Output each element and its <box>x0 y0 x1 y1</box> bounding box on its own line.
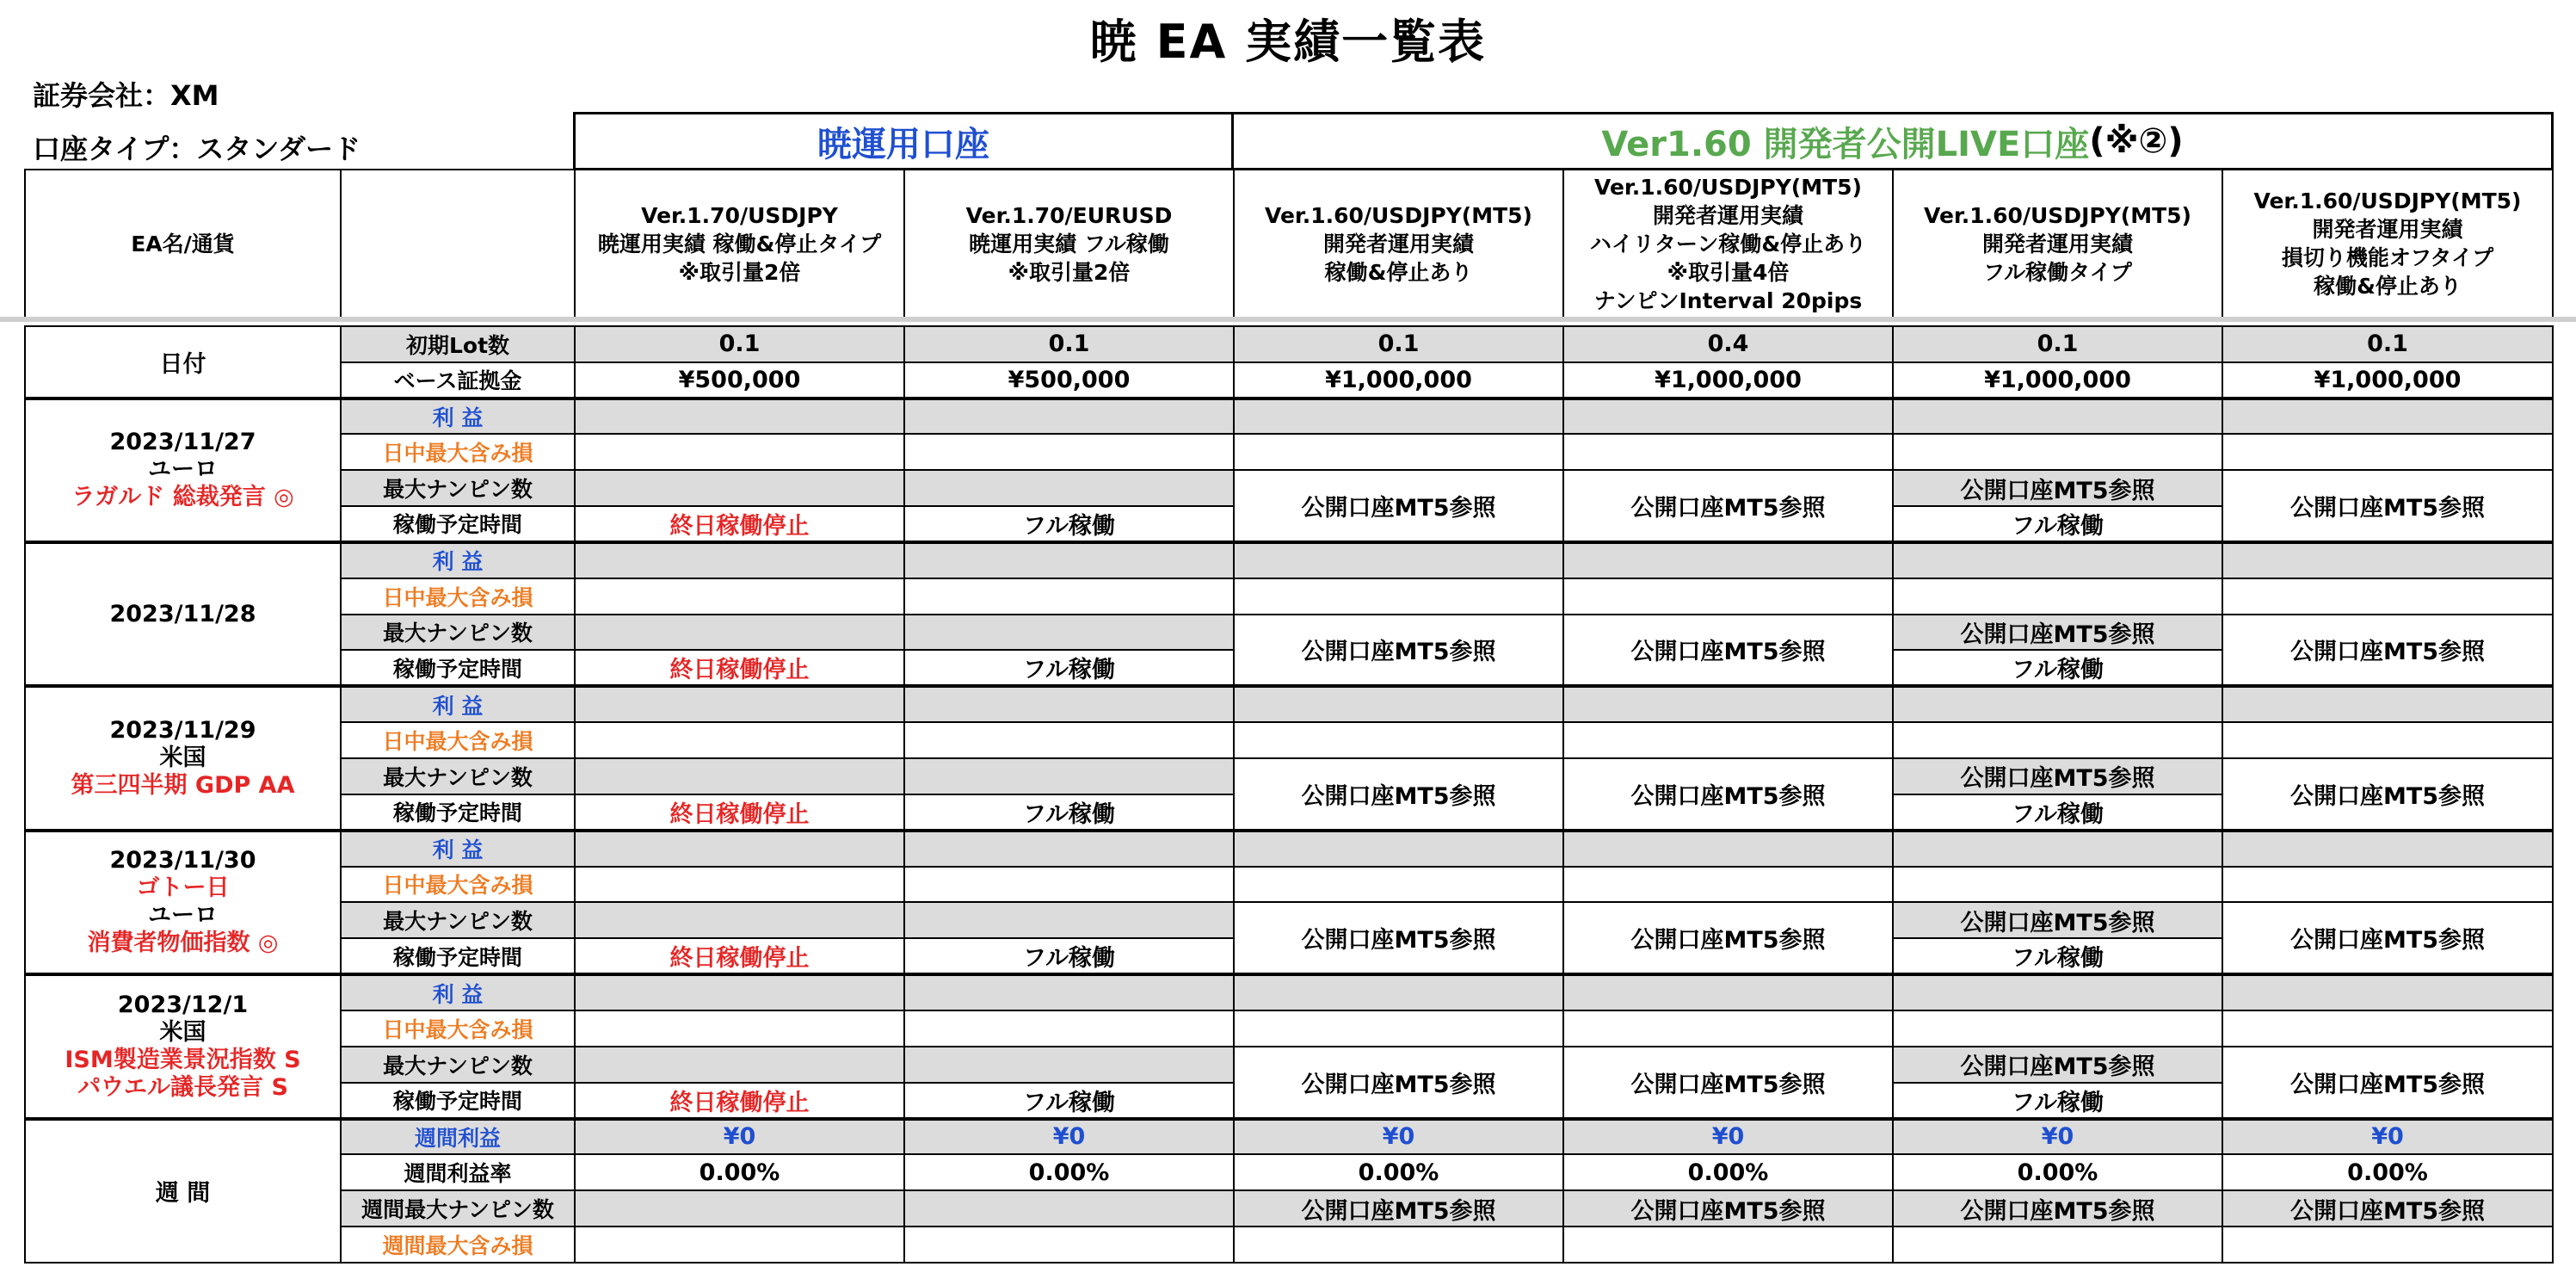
schedule-value: フル稼働 <box>904 938 1234 974</box>
profit-value <box>1893 974 2222 1010</box>
nanpin-value <box>904 1047 1234 1083</box>
row-label: 最大ナンピン数 <box>341 1047 575 1083</box>
nanpin-value <box>904 470 1234 506</box>
max-dd-value <box>575 867 904 903</box>
table-row <box>25 722 2553 758</box>
separator-bar <box>0 317 2576 322</box>
schedule-value: 終日稼働停止 <box>575 1083 904 1119</box>
lot-value: 0.1 <box>904 326 1234 362</box>
date-text: 2023/11/30 <box>109 847 256 874</box>
week-rate-value: 0.00% <box>1893 1154 2222 1190</box>
profit-value <box>575 399 904 435</box>
profit-value <box>904 542 1234 578</box>
profit-value <box>904 831 1234 867</box>
table-row <box>25 399 2553 435</box>
profit-value <box>2222 686 2553 722</box>
week-nanpin-value <box>575 1190 904 1226</box>
event-note: ゴトー日 <box>136 874 230 902</box>
table-row <box>25 1119 2553 1155</box>
table-row <box>25 470 2553 506</box>
row-label: 最大ナンピン数 <box>341 470 575 506</box>
margin-value: ¥1,000,000 <box>1563 362 1893 399</box>
nanpin-value <box>575 615 904 651</box>
schedule-value: フル稼働 <box>1893 650 2222 686</box>
week-dd-value <box>1563 1226 1893 1263</box>
profit-value <box>1563 831 1893 867</box>
max-dd-value <box>904 1010 1234 1047</box>
profit-value <box>2222 831 2553 867</box>
profit-value <box>904 974 1234 1010</box>
mt5-reference: 公開口座MT5参照 <box>1893 758 2222 794</box>
table-row <box>25 1190 2553 1226</box>
mt5-reference: 公開口座MT5参照 <box>1893 902 2222 938</box>
profit-value <box>1234 831 1563 867</box>
max-dd-value <box>1893 722 2222 758</box>
max-dd-value <box>1563 867 1893 903</box>
date-text: 2023/11/27 <box>109 429 256 456</box>
week-profit-value: ¥0 <box>1563 1119 1893 1155</box>
lot-value: 0.1 <box>575 326 904 362</box>
column-header-line: Ver.1.60/USDJPY(MT5) <box>1594 174 1862 200</box>
column-header-line: ナンピンInterval 20pips <box>1593 287 1863 313</box>
column-header-line: 稼働&停止あり <box>1324 259 1473 285</box>
event-note: 第三四半期 GDP AA <box>71 772 295 800</box>
group-header-akatsuki <box>573 112 1234 170</box>
mt5-reference: 公開口座MT5参照 <box>1563 902 1893 974</box>
margin-value: ¥1,000,000 <box>1234 362 1563 399</box>
schedule-value: 終日稼働停止 <box>575 650 904 686</box>
week-rate-value: 0.00% <box>1563 1154 1893 1190</box>
max-dd-value <box>575 434 904 470</box>
column-header-line: 開発者運用実績 <box>2312 217 2463 242</box>
profit-value <box>1234 974 1563 1010</box>
week-label: 週 間 <box>25 1119 341 1263</box>
date-cell <box>25 542 341 686</box>
max-dd-value <box>904 867 1234 903</box>
profit-value <box>1893 831 2222 867</box>
row-label: 最大ナンピン数 <box>341 758 575 794</box>
nanpin-value <box>904 902 1234 938</box>
mt5-reference: 公開口座MT5参照 <box>1893 1190 2222 1226</box>
column-header-line: 開発者運用実績 <box>1981 231 2133 256</box>
column-header-line: Ver.1.60/USDJPY(MT5) <box>1265 202 1532 228</box>
row-label: 稼働予定時間 <box>341 506 575 542</box>
margin-value: ¥1,000,000 <box>1893 362 2222 399</box>
profit-value <box>1563 686 1893 722</box>
nanpin-value <box>904 758 1234 794</box>
event-note: パウエル議長発言 S <box>77 1073 288 1101</box>
column-header-line: 損切り機能オフタイプ <box>2281 245 2494 270</box>
margin-value: ¥500,000 <box>575 362 904 399</box>
row-label: ベース証拠金 <box>341 362 575 399</box>
week-profit-value: ¥0 <box>1234 1119 1563 1155</box>
max-dd-value <box>2222 1010 2553 1047</box>
date-cell <box>25 399 341 542</box>
row-label: 日中最大含み損 <box>341 1010 575 1047</box>
max-dd-value <box>2222 578 2553 615</box>
date-cell <box>25 974 341 1118</box>
page-title: 暁 EA 実績一覧表 <box>1089 15 1487 69</box>
schedule-value: フル稼働 <box>904 506 1234 542</box>
profit-value <box>575 542 904 578</box>
max-dd-value <box>2222 867 2553 903</box>
column-header-line: Ver.1.70/USDJPY <box>641 202 838 228</box>
mt5-reference: 公開口座MT5参照 <box>2222 902 2553 974</box>
mt5-reference: 公開口座MT5参照 <box>1563 758 1893 831</box>
schedule-value: フル稼働 <box>1893 794 2222 831</box>
max-dd-value <box>2222 434 2553 470</box>
schedule-value: フル稼働 <box>904 650 1234 686</box>
schedule-value: 終日稼働停止 <box>575 794 904 831</box>
lot-value: 0.1 <box>2222 326 2553 362</box>
table-row <box>25 1010 2553 1047</box>
column-header-2 <box>904 170 1234 318</box>
max-dd-value <box>1234 1010 1563 1047</box>
row-label: 初期Lot数 <box>341 326 575 362</box>
table-row <box>25 362 2553 399</box>
column-header-line: 暁運用実績 フル稼働 <box>969 231 1169 256</box>
header-table <box>24 169 2554 318</box>
week-nanpin-value <box>904 1190 1234 1226</box>
lot-value: 0.4 <box>1563 326 1893 362</box>
column-header-line: 暁運用実績 稼働&停止タイプ <box>597 231 882 256</box>
mt5-reference: 公開口座MT5参照 <box>2222 758 2553 831</box>
max-dd-value <box>904 434 1234 470</box>
mt5-reference: 公開口座MT5参照 <box>1234 1190 1563 1226</box>
row-label: 日中最大含み損 <box>341 722 575 758</box>
margin-value: ¥500,000 <box>904 362 1234 399</box>
profit-value <box>1234 399 1563 435</box>
table-row <box>25 578 2553 615</box>
row-label: 稼働予定時間 <box>341 938 575 974</box>
column-header-line: Ver.1.60/USDJPY(MT5) <box>1924 202 2191 228</box>
row-label: 稼働予定時間 <box>341 1083 575 1119</box>
column-header-1 <box>575 170 904 318</box>
column-header-4 <box>1563 170 1893 318</box>
profit-value <box>575 686 904 722</box>
profit-value <box>1234 686 1563 722</box>
max-dd-value <box>1563 578 1893 615</box>
margin-value: ¥1,000,000 <box>2222 362 2553 399</box>
profit-value <box>1893 686 2222 722</box>
max-dd-value <box>1234 578 1563 615</box>
date-text: 2023/11/28 <box>109 600 256 627</box>
column-header-line: ハイリターン稼働&停止あり <box>1589 231 1867 256</box>
profit-value <box>1234 542 1563 578</box>
event-note: 消費者物価指数 ◎ <box>87 930 279 957</box>
mt5-reference: 公開口座MT5参照 <box>1563 1047 1893 1119</box>
max-dd-value <box>904 578 1234 615</box>
column-header-line: 稼働&停止あり <box>2314 274 2462 299</box>
column-header-line: ※取引量2倍 <box>1008 259 1131 285</box>
week-profit-value: ¥0 <box>1893 1119 2222 1155</box>
mt5-reference: 公開口座MT5参照 <box>1234 470 1563 542</box>
mt5-reference: 公開口座MT5参照 <box>2222 615 2553 687</box>
mt5-reference: 公開口座MT5参照 <box>1563 470 1893 542</box>
week-dd-value <box>2222 1226 2553 1263</box>
mt5-reference: 公開口座MT5参照 <box>1893 615 2222 651</box>
max-dd-value <box>1234 867 1563 903</box>
column-header-line: ※取引量2倍 <box>678 259 801 285</box>
date-cell <box>25 686 341 830</box>
column-header-line: 開発者運用実績 <box>1652 202 1803 228</box>
nanpin-value <box>575 1047 904 1083</box>
week-profit-value: ¥0 <box>575 1119 904 1155</box>
profit-value <box>575 974 904 1010</box>
profit-value <box>2222 399 2553 435</box>
column-header-line: ※取引量4倍 <box>1667 259 1790 285</box>
group-right-note: (※②) <box>2089 121 2184 161</box>
column-header-3 <box>1234 170 1563 318</box>
max-dd-value <box>2222 722 2553 758</box>
mt5-reference: 公開口座MT5参照 <box>1234 902 1563 974</box>
table-row <box>25 1047 2553 1083</box>
group-right-label: Ver1.60 開発者公開LIVE口座 <box>1601 124 2090 164</box>
row-label: 稼働予定時間 <box>341 794 575 831</box>
schedule-value: フル稼働 <box>1893 506 2222 542</box>
column-header-line: Ver.1.60/USDJPY(MT5) <box>2253 188 2522 213</box>
date-text: 2023/12/1 <box>117 991 249 1018</box>
week-dd-value <box>904 1226 1234 1263</box>
week-profit-value: ¥0 <box>904 1119 1234 1155</box>
mt5-reference: 公開口座MT5参照 <box>1234 758 1563 831</box>
table-row <box>25 434 2553 470</box>
row-label: 日中最大含み損 <box>341 434 575 470</box>
mt5-reference: 公開口座MT5参照 <box>1563 1190 1893 1226</box>
column-header-6 <box>2222 170 2553 318</box>
mt5-reference: 公開口座MT5参照 <box>2222 1190 2553 1226</box>
profit-value <box>1563 542 1893 578</box>
profit-value <box>1893 542 2222 578</box>
schedule-value: フル稼働 <box>904 794 1234 831</box>
mt5-reference: 公開口座MT5参照 <box>2222 1047 2553 1119</box>
row-label: 利 益 <box>341 399 575 435</box>
date-cell <box>25 831 341 974</box>
row-label: 稼働予定時間 <box>341 650 575 686</box>
table-row <box>25 867 2553 903</box>
row-label: 利 益 <box>341 542 575 578</box>
row-label: 最大ナンピン数 <box>341 902 575 938</box>
table-row <box>25 326 2553 362</box>
schedule-value: フル稼働 <box>904 1083 1234 1119</box>
table-row <box>25 974 2553 1010</box>
table-row <box>25 615 2553 651</box>
event-note: ユーロ <box>148 456 218 484</box>
date-text: 2023/11/29 <box>109 717 256 745</box>
table-row <box>25 542 2553 578</box>
max-dd-value <box>904 722 1234 758</box>
results-table <box>24 325 2554 1264</box>
schedule-value: フル稼働 <box>1893 938 2222 974</box>
max-dd-value <box>1893 578 2222 615</box>
max-dd-value <box>1563 722 1893 758</box>
profit-value <box>904 399 1234 435</box>
group-header-developer <box>1231 112 2554 170</box>
max-dd-value <box>1893 434 2222 470</box>
week-profit-value: ¥0 <box>2222 1119 2553 1155</box>
schedule-value: 終日稼働停止 <box>575 506 904 542</box>
profit-value <box>2222 974 2553 1010</box>
max-dd-value <box>1893 867 2222 903</box>
table-row <box>25 902 2553 938</box>
max-dd-value <box>1563 434 1893 470</box>
profit-value <box>1563 399 1893 435</box>
max-dd-value <box>575 1010 904 1047</box>
max-dd-value <box>1234 722 1563 758</box>
date-header: 日付 <box>25 326 341 399</box>
event-note: ISM製造業景況指数 S <box>65 1046 301 1073</box>
empty-header-cell <box>341 170 575 318</box>
event-note: 米国 <box>159 745 206 772</box>
row-label: 利 益 <box>341 831 575 867</box>
mt5-reference: 公開口座MT5参照 <box>1234 1047 1563 1119</box>
mt5-reference: 公開口座MT5参照 <box>1893 470 2222 506</box>
row-label: 週間利益 <box>341 1119 575 1155</box>
profit-value <box>904 686 1234 722</box>
row-label: 利 益 <box>341 974 575 1010</box>
max-dd-value <box>575 578 904 615</box>
lot-value: 0.1 <box>1893 326 2222 362</box>
column-header-5 <box>1893 170 2222 318</box>
header-row <box>25 170 2553 318</box>
ea-name-header: EA名/通貨 <box>25 170 341 318</box>
lot-value: 0.1 <box>1234 326 1563 362</box>
nanpin-value <box>575 758 904 794</box>
max-dd-value <box>1563 1010 1893 1047</box>
mt5-reference: 公開口座MT5参照 <box>1893 1047 2222 1083</box>
profit-value <box>2222 542 2553 578</box>
mt5-reference: 公開口座MT5参照 <box>1234 615 1563 687</box>
event-note: 米国 <box>159 1018 206 1046</box>
week-rate-value: 0.00% <box>575 1154 904 1190</box>
row-label: 最大ナンピン数 <box>341 615 575 651</box>
table-row <box>25 686 2553 722</box>
mt5-reference: 公開口座MT5参照 <box>2222 470 2553 542</box>
week-rate-value: 0.00% <box>2222 1154 2553 1190</box>
group-left-label: 暁運用口座 <box>817 124 989 164</box>
row-label: 週間最大含み損 <box>341 1226 575 1263</box>
row-label: 日中最大含み損 <box>341 578 575 615</box>
week-rate-value: 0.00% <box>1234 1154 1563 1190</box>
week-dd-value <box>1893 1226 2222 1263</box>
column-header-line: Ver.1.70/EURUSD <box>965 202 1173 228</box>
column-header-line: フル稼働タイプ <box>1983 259 2132 285</box>
schedule-value: 終日稼働停止 <box>575 938 904 974</box>
event-note: ラガルド 総裁発言 ◎ <box>71 484 294 511</box>
max-dd-value <box>1234 434 1563 470</box>
row-label: 週間最大ナンピン数 <box>341 1190 575 1226</box>
table-row <box>25 1154 2553 1190</box>
nanpin-value <box>575 470 904 506</box>
mt5-reference: 公開口座MT5参照 <box>1563 615 1893 687</box>
max-dd-value <box>575 722 904 758</box>
row-label: 日中最大含み損 <box>341 867 575 903</box>
column-header-line: 開発者運用実績 <box>1322 231 1474 256</box>
nanpin-value <box>904 615 1234 651</box>
profit-value <box>575 831 904 867</box>
table-row <box>25 831 2553 867</box>
event-note: ユーロ <box>148 902 218 930</box>
account-type-label: 口座タイプ：スタンダード <box>33 133 361 165</box>
week-dd-value <box>1234 1226 1563 1263</box>
table-row <box>25 758 2553 794</box>
table-row <box>25 1226 2553 1263</box>
week-dd-value <box>575 1226 904 1263</box>
row-label: 週間利益率 <box>341 1154 575 1190</box>
profit-value <box>1563 974 1893 1010</box>
broker-label: 証券会社：XM <box>33 79 219 112</box>
row-label: 利 益 <box>341 686 575 722</box>
profit-value <box>1893 399 2222 435</box>
nanpin-value <box>575 902 904 938</box>
schedule-value: フル稼働 <box>1893 1083 2222 1119</box>
week-rate-value: 0.00% <box>904 1154 1234 1190</box>
max-dd-value <box>1893 1010 2222 1047</box>
